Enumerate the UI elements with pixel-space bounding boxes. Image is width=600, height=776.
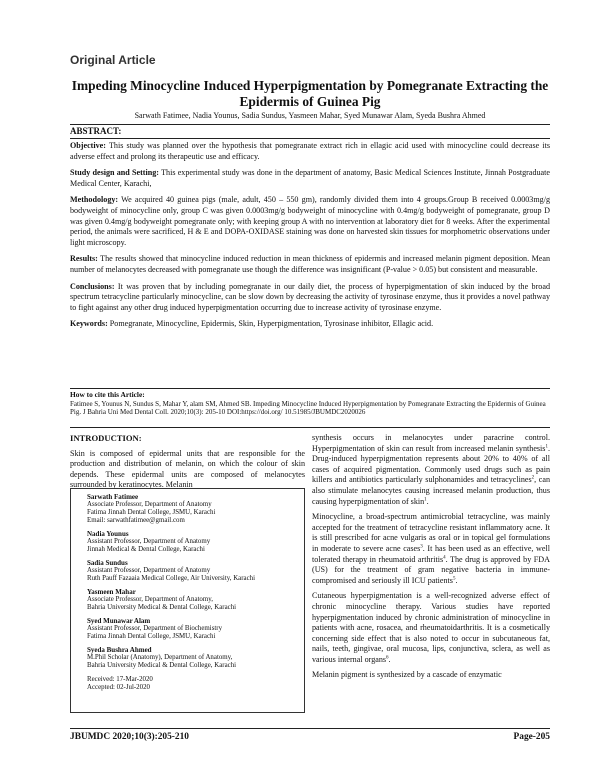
results-text: The results showed that minocycline induced reduction in mean thickness of epidermis and increased melanin pigment deposition. Mean number of melanocytes decreased with pomegranate use though the difference was insignificant (P-value > 0.05) but consistent and measurable. — [70, 254, 550, 274]
affiliation-line: Assistant Professor, Department of Anatomy — [87, 538, 211, 545]
affiliation-line: Assistant Professor, Department of Anatomy — [87, 567, 211, 574]
objective-text: This study was planned over the hypothesis that pomegranate extract rich in ellagic acid used with minocycline could decrease its adverse effect and prolong its therapeutic use and efficacy. — [70, 141, 550, 161]
abstract-conclusions — [70, 282, 550, 314]
methodology-label: Methodology: — [70, 195, 119, 205]
methodology-text: We acquired 40 guinea pigs (male, adult, 450 – 550 gm), randomly divided them into 4 groups.Group B received 0.0003mg/g bodyweight of minocycline only, group C was given 0.0003mg/g bodyweight of minocycline with 0.4mg/g bodyweight of pomegranate, group D was given 0.4mg/g bodyweight pomegranate only; with keeping group A with no intervention at laboratory diet for 8 weeks. After the experimental period, the animals were sacrificed, H & E and DOPA-OXIDASE staining was done on harvested skin tissues for morphometric observations under light microscopy. — [70, 195, 550, 247]
reference-marker[interactable]: 4 — [443, 554, 446, 560]
objective-label: Objective: — [70, 141, 106, 150]
right-column — [312, 433, 550, 686]
received-date: Received: 17-Mar-2020 — [87, 676, 153, 683]
affiliation-line: Jinnah Medical & Dental College, Karachi — [87, 546, 205, 553]
affiliation-name: Sadia Sundus — [87, 559, 128, 567]
affiliation-entry — [87, 646, 298, 670]
abstract-heading-rule — [70, 138, 550, 139]
affiliation-entry — [87, 588, 298, 612]
page-number: Page-205 — [513, 732, 550, 742]
affiliation-line: Ruth Pauff Fazaaia Medical College, Air University, Karachi — [87, 575, 256, 582]
affiliation-line: Bahria University Medical & Dental College, Karachi — [87, 662, 237, 669]
affiliation-line: Associate Professor, Department of Anatomy, — [87, 596, 213, 603]
affiliation-entry — [87, 530, 298, 554]
citation-heading: How to cite this Article: — [70, 390, 145, 399]
article-type-label: Original Article — [70, 53, 156, 67]
keywords-text: Pomegranate, Minocycline, Epidermis, Skin, Hyperpigmentation, Tyrosinase inhibitor, Ellagic acid. — [107, 319, 434, 329]
affiliation-name: Sarwath Fatimee — [87, 493, 139, 501]
reference-marker[interactable]: 3 — [420, 544, 423, 550]
conclusions-text: It was proven that by including pomegranate in our daily diet, the process of hyperpigmentation of skin induced by the broad spectrum tetracycline particularly minocycline, can be slow down by decreasing the activity of tyrosinase enzyme, thus it provides a novel pathway to fight against any other drug induced hyperpigmentation occurring due to increase activity of tyrosinase enzyme. — [70, 281, 550, 312]
footer-rule — [70, 728, 550, 729]
conclusions-label: Conclusions: — [70, 281, 115, 291]
right-paragraph-3: Cutaneous hyperpigmentation is a well-recognized adverse effect of chronic minocycline therapy. Various studies have reported hyperpigmentation induced by chronic administration of minocycline in patients with acne, rosacea, and rheumatoidarthritis. It is a cosmetically concerning side effect that is also noted to occur in subcutaneous fat, nails, teeth, gingivae, oral mucosa, lips, conjunctiva, sclera, as well as various internal organs$^6$. — [312, 591, 550, 664]
author-affiliations-box — [70, 488, 305, 713]
accepted-date: Accepted: 02-Jul-2020 — [87, 684, 150, 691]
citation-block — [70, 391, 550, 417]
abstract-objective — [70, 141, 550, 162]
citation-bottom-rule — [70, 427, 550, 428]
affiliation-line: M.Phil Scholar (Anatomy), Department of Anatomy, — [87, 654, 233, 661]
article-title: Impeding Minocycline Induced Hyperpigmentation by Pomegranate Extracting the Epidermis of Guinea Pig — [71, 78, 549, 109]
design-text: This experimental study was done in the department of anatomy, Basic Medical Sciences Institute, Jinnah Postgraduate Medical Center, Karachi, — [70, 168, 550, 188]
affiliation-name: Yasmeen Mahar — [87, 588, 136, 596]
keywords-label: Keywords: — [70, 319, 108, 329]
affiliation-line: Associate Professor, Department of Anatomy — [87, 501, 212, 508]
affiliation-name: Syed Munawar Alam — [87, 617, 151, 625]
affiliation-line: Bahria University Medical & Dental College, Karachi — [87, 604, 237, 611]
abstract-body — [70, 141, 550, 336]
affiliation-line: Fatima Jinnah Dental College, JSMU, Karachi — [87, 633, 216, 640]
abstract-top-rule — [70, 124, 550, 125]
abstract-keywords — [70, 319, 550, 330]
introduction-paragraph: Skin is composed of epidermal units that are responsible for the production and distribution of melanin, on which the colour of skin depends. These epidermal units are composed of melanocytes surrounded by keratinocytes. Melanin — [70, 448, 305, 490]
reference-marker[interactable]: 2 — [531, 475, 535, 481]
affiliation-entry — [87, 493, 298, 525]
affiliation-line: Assistant Professor, Department of Biochemistry — [87, 625, 223, 632]
abstract-results — [70, 254, 550, 275]
abstract-design — [70, 168, 550, 189]
affiliation-name: Nadia Younus — [87, 530, 129, 538]
citation-top-rule — [70, 388, 550, 389]
reference-marker[interactable]: 1 — [545, 443, 548, 449]
author-list: Sarwath Fatimee, Nadia Younus, Sadia Sundus, Yasmeen Mahar, Syed Munawar Alam, Syeda Bushra Ahmed — [134, 111, 486, 120]
affiliation-entry — [87, 617, 298, 641]
right-paragraph-4: Melanin pigment is synthesized by a cascade of enzymatic — [312, 670, 502, 680]
reference-marker[interactable]: 1 — [424, 496, 427, 502]
affiliation-line: Fatima Jinnah Dental College, JSMU, Karachi — [87, 509, 216, 516]
affiliation-entry — [87, 559, 298, 583]
affiliation-email[interactable]: Email: sarwathfatimee@gmail.com — [87, 517, 185, 524]
abstract-methodology — [70, 195, 550, 248]
right-paragraph-1: synthesis occurs in melanocytes under paracrine control. Hyperpigmentation of skin can result from increased melanin synthesis$^1$. Drug-induced hyperpigmentation represents about 20% to 40% of all cases of acquired pigmentation. Commonly used drugs such as pain killers and antibiotics particularly sulphonamides and tetracyclines$^2$, can also stimulate melanocytes causing increased melanin production, thus causing hyperpigmentation of skin$^1$. — [312, 433, 550, 506]
citation-text[interactable]: Fatimee S, Younus N, Sundus S, Mahar Y, alam SM, Ahmed SB. Impeding Minocycline Induced Hyperpigmentation by Pomegranate Extracting the Epidermis of Guinea Pig. J Bahria Uni Med Dental Coll. 2020;10(3): 205-10 DOI:https://doi.org/ 10.51985/JBUMDC2020026 — [70, 399, 546, 417]
article-dates — [87, 676, 298, 692]
design-label: Study design and Setting: — [70, 168, 159, 178]
introduction-heading: INTRODUCTION: — [70, 433, 142, 443]
affiliation-name: Syeda Bushra Ahmed — [87, 646, 152, 654]
reference-marker[interactable]: 6 — [386, 655, 389, 661]
left-column — [70, 433, 305, 491]
journal-citation-footer: JBUMDC 2020;10(3):205-210 — [70, 732, 189, 742]
abstract-heading: ABSTRACT: — [70, 126, 122, 136]
right-paragraph-2: Minocycline, a broad-spectrum antimicrobial tetracycline, was mainly accepted for the treatment of tetracycline resistant inflammatory acne. It is still prescribed for acne vulgaris as oral or in topical gel formulations in moderate to severe acne cases$^3$. It has been used as an effective, well tolerated therapy in rheumatoid arthritis$^4$. The drug is approved by FDA (US) for the treatment of gram negative bacteria in immune-compromised and seriously ill ICU patients$^5$. — [312, 512, 550, 585]
reference-marker[interactable]: 5 — [452, 576, 456, 582]
results-label: Results: — [70, 254, 98, 264]
